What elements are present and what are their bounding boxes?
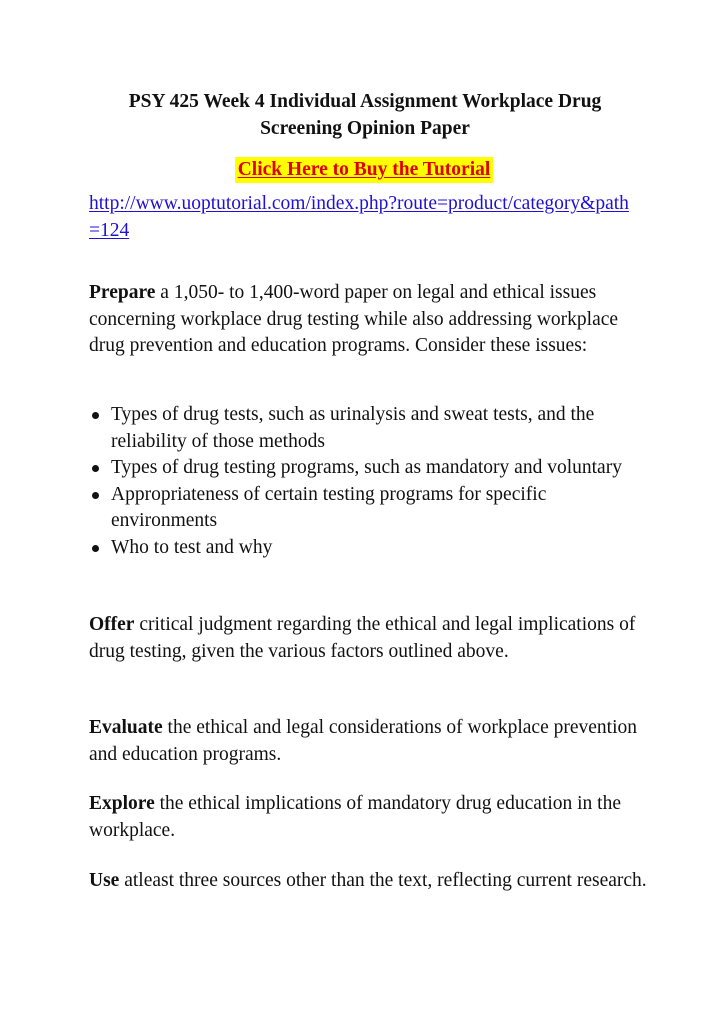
use-text: atleast three sources other than the text, reflecting current research. xyxy=(119,870,647,891)
bullet-icon xyxy=(92,465,99,472)
title-line-2: Screening Opinion Paper xyxy=(260,118,470,139)
prepare-text: a 1,050- to 1,400-word paper on legal and ethical issues concerning workplace drug testing while also addressing workplace drug prevention and education programs. Consider these issues: xyxy=(89,282,619,356)
offer-paragraph xyxy=(89,612,647,665)
offer-lead: Offer xyxy=(89,614,135,635)
prepare-paragraph xyxy=(89,280,644,360)
list-item xyxy=(89,535,649,562)
issues-list xyxy=(89,402,649,561)
bullet-icon xyxy=(92,412,99,419)
list-item xyxy=(89,482,649,535)
list-item-text: Types of drug tests, such as urinalysis and sweat tests, and the reliability of those methods xyxy=(111,404,595,452)
buy-tutorial-link[interactable]: Click Here to Buy the Tutorial xyxy=(235,157,494,183)
tutorial-url-link[interactable]: http://www.uoptutorial.com/index.php?route=product/category&path=124 xyxy=(89,193,629,241)
evaluate-lead: Evaluate xyxy=(89,717,163,738)
offer-text: critical judgment regarding the ethical and legal implications of drug testing, given the various factors outlined above. xyxy=(89,614,636,662)
use-lead: Use xyxy=(89,870,120,891)
prepare-lead: Prepare xyxy=(89,282,156,303)
list-item-text: Types of drug testing programs, such as mandatory and voluntary xyxy=(111,457,622,478)
explore-paragraph xyxy=(89,791,644,844)
evaluate-paragraph xyxy=(89,715,644,768)
evaluate-text: the ethical and legal considerations of workplace prevention and education programs. xyxy=(89,717,637,765)
explore-lead: Explore xyxy=(89,793,155,814)
list-item xyxy=(89,402,649,455)
document-title xyxy=(60,88,670,142)
buy-link-wrapper xyxy=(0,157,728,183)
list-item-text: Who to test and why xyxy=(111,536,273,558)
bullet-icon xyxy=(92,545,99,552)
explore-text: the ethical implications of mandatory drug education in the workplace. xyxy=(89,793,621,841)
list-item-text: Appropriateness of certain testing programs for specific environments xyxy=(111,483,547,531)
list-item xyxy=(89,455,649,482)
title-line-1: PSY 425 Week 4 Individual Assignment Workplace Drug xyxy=(128,91,602,112)
use-paragraph xyxy=(89,868,647,895)
bullet-icon xyxy=(92,492,99,499)
